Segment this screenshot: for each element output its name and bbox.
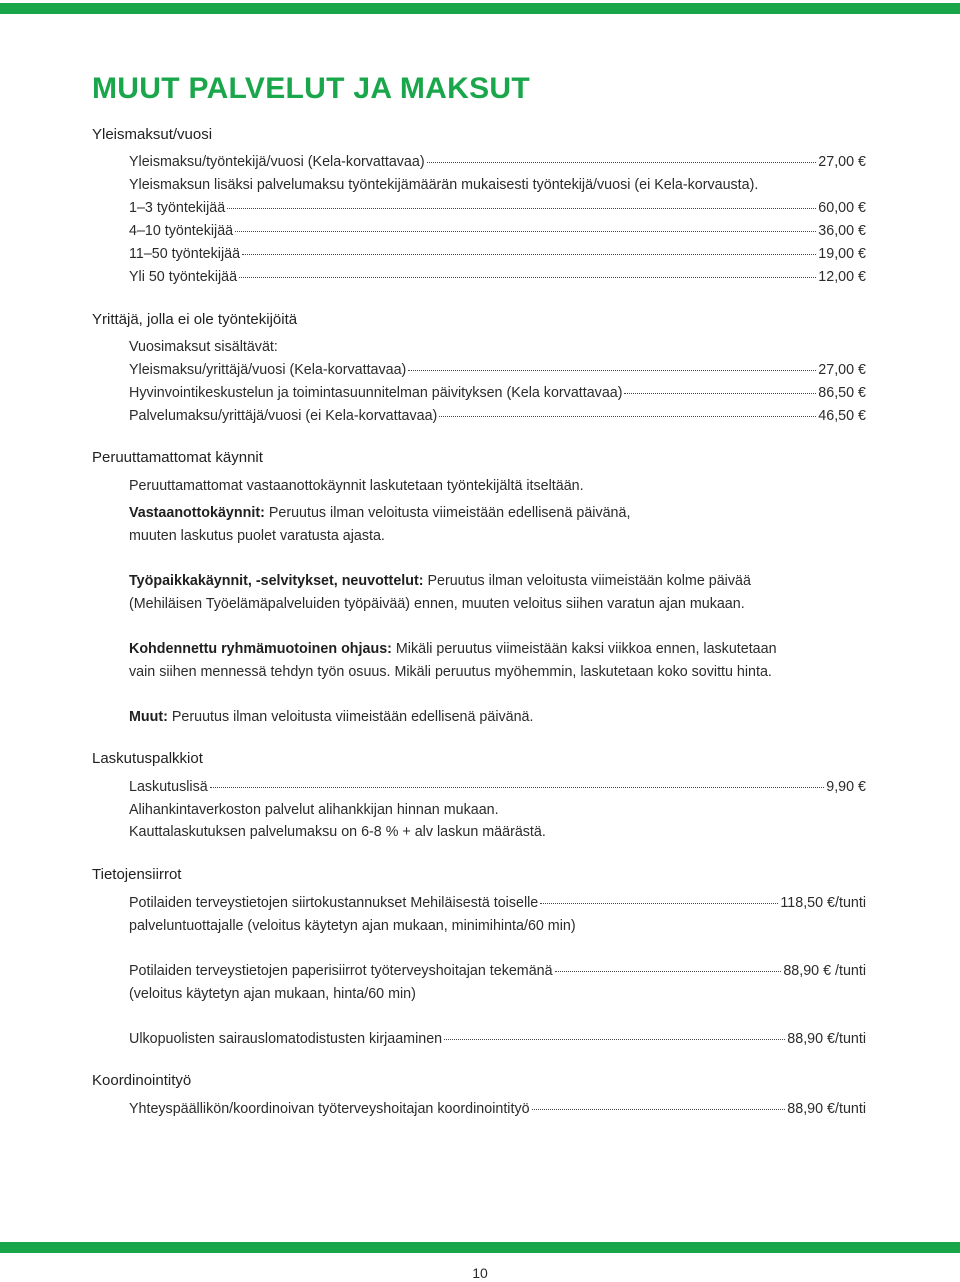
- section-heading-yleismaksut: Yleismaksut/vuosi: [92, 126, 213, 143]
- dot-leader: [427, 162, 817, 163]
- section-heading-tietojensiirrot: Tietojensiirrot: [92, 866, 182, 883]
- price-row: [129, 222, 866, 240]
- price-label: Palvelumaksu/yrittäjä/vuosi (ei Kela-korvattavaa): [129, 408, 438, 424]
- price-value: 27,00 €: [818, 362, 866, 378]
- price-label: Laskutuslisä: [129, 779, 208, 795]
- policy-line: [129, 572, 866, 590]
- policy-text: Peruutus ilman veloitusta viimeistään kolme päivää: [423, 573, 751, 589]
- price-row: [129, 407, 866, 425]
- price-label: Yleismaksu/yrittäjä/vuosi (Kela-korvattavaa): [129, 362, 407, 378]
- price-label: Yhteyspäällikön/koordinoivan työterveyshoitajan koordinointityö: [129, 1101, 530, 1117]
- dot-leader: [540, 903, 778, 904]
- info-text: palveluntuottajalle (veloitus käytetyn ajan mukaan, minimihinta/60 min): [129, 918, 576, 934]
- dot-leader: [242, 254, 816, 255]
- price-row: [129, 1030, 866, 1048]
- bottom-accent-bar: [0, 1242, 960, 1253]
- price-row: [129, 361, 866, 379]
- policy-term: Muut:: [129, 709, 168, 725]
- price-value: 9,90 €: [826, 779, 866, 795]
- price-row: [129, 778, 866, 796]
- price-row: [129, 384, 866, 402]
- policy-text: muuten laskutus puolet varatusta ajasta.: [129, 528, 385, 544]
- info-text: Kauttalaskutuksen palvelumaksu on 6-8 % + alv laskun määrästä.: [129, 824, 546, 840]
- policy-line: [129, 708, 866, 726]
- dot-leader: [235, 231, 816, 232]
- dot-leader: [555, 971, 782, 972]
- price-value: 36,00 €: [818, 223, 866, 239]
- intro-text: Peruuttamattomat vastaanottokäynnit laskutetaan työntekijältä itseltään.: [129, 478, 584, 494]
- page-title: MUUT PALVELUT JA MAKSUT: [92, 72, 530, 105]
- policy-text: (Mehiläisen Työelämäpalveluiden työpäivää) ennen, muuten veloitus siihen varatun ajan mukaan.: [129, 596, 745, 612]
- section-heading-laskutus: Laskutuspalkkiot: [92, 750, 203, 767]
- top-accent-bar: [0, 3, 960, 14]
- policy-text: Peruutus ilman veloitusta viimeistään edellisenä päivänä,: [264, 505, 631, 521]
- policy-term: Vastaanottokäynnit:: [129, 505, 265, 521]
- price-value: 88,90 €/tunti: [787, 1101, 866, 1117]
- intro-text: Vuosimaksut sisältävät:: [129, 339, 278, 355]
- price-label: Yli 50 työntekijää: [129, 269, 238, 285]
- dot-leader: [210, 787, 825, 788]
- note-text: Yleismaksun lisäksi palvelumaksu työntekijämäärän mukaisesti työntekijä/vuosi (ei Kela-korvausta).: [129, 177, 759, 193]
- price-value: 88,90 €/tunti: [787, 1031, 866, 1047]
- price-value: 60,00 €: [818, 200, 866, 216]
- dot-leader: [239, 277, 816, 278]
- price-row: [129, 245, 866, 263]
- price-label: Potilaiden terveystietojen paperisiirrot työterveyshoitajan tekemänä: [129, 963, 553, 979]
- policy-term: Työpaikkakäynnit, -selvitykset, neuvottelut:: [129, 573, 424, 589]
- dot-leader: [408, 370, 816, 371]
- price-value: 27,00 €: [818, 154, 866, 170]
- section-heading-yrittaja: Yrittäjä, jolla ei ole työntekijöitä: [92, 311, 298, 328]
- policy-line: [129, 504, 866, 522]
- price-label: Yleismaksu/työntekijä/vuosi (Kela-korvattavaa): [129, 154, 425, 170]
- price-value: 86,50 €: [818, 385, 866, 401]
- price-row: [129, 153, 866, 171]
- price-label: Hyvinvointikeskustelun ja toimintasuunnitelman päivityksen (Kela korvattavaa): [129, 385, 623, 401]
- price-label: Potilaiden terveystietojen siirtokustannukset Mehiläisestä toiselle: [129, 895, 539, 911]
- price-row: [129, 962, 866, 980]
- section-heading-koordinointityo: Koordinointityö: [92, 1072, 192, 1089]
- price-value: 12,00 €: [818, 269, 866, 285]
- price-row: [129, 199, 866, 217]
- price-label: 11–50 työntekijää: [129, 246, 241, 262]
- dot-leader: [624, 393, 816, 394]
- dot-leader: [439, 416, 816, 417]
- dot-leader: [532, 1109, 786, 1110]
- dot-leader: [227, 208, 816, 209]
- policy-text: Peruutus ilman veloitusta viimeistään edellisenä päivänä.: [167, 709, 534, 725]
- price-label: Ulkopuolisten sairauslomatodistusten kirjaaminen: [129, 1031, 443, 1047]
- price-row: [129, 894, 866, 912]
- price-row: [129, 268, 866, 286]
- dot-leader: [444, 1039, 785, 1040]
- price-value: 88,90 € /tunti: [783, 963, 866, 979]
- price-row: [129, 1100, 866, 1118]
- price-value: 118,50 €/tunti: [780, 895, 866, 911]
- price-value: 19,00 €: [818, 246, 866, 262]
- price-label: 1–3 työntekijää: [129, 200, 226, 216]
- info-text: Alihankintaverkoston palvelut alihankkijan hinnan mukaan.: [129, 802, 499, 818]
- policy-term: Kohdennettu ryhmämuotoinen ohjaus:: [129, 641, 392, 657]
- section-heading-peruuttamattomat: Peruuttamattomat käynnit: [92, 449, 263, 466]
- policy-text: vain siihen mennessä tehdyn työn osuus. Mikäli peruutus myöhemmin, laskutetaan koko sovittu hinta.: [129, 664, 772, 680]
- policy-line: [129, 640, 866, 658]
- price-label: 4–10 työntekijää: [129, 223, 234, 239]
- price-value: 46,50 €: [818, 408, 866, 424]
- info-text: (veloitus käytetyn ajan mukaan, hinta/60 min): [129, 986, 416, 1002]
- page-number: 10: [472, 1265, 488, 1281]
- policy-text: Mikäli peruutus viimeistään kaksi viikkoa ennen, laskutetaan: [391, 641, 777, 657]
